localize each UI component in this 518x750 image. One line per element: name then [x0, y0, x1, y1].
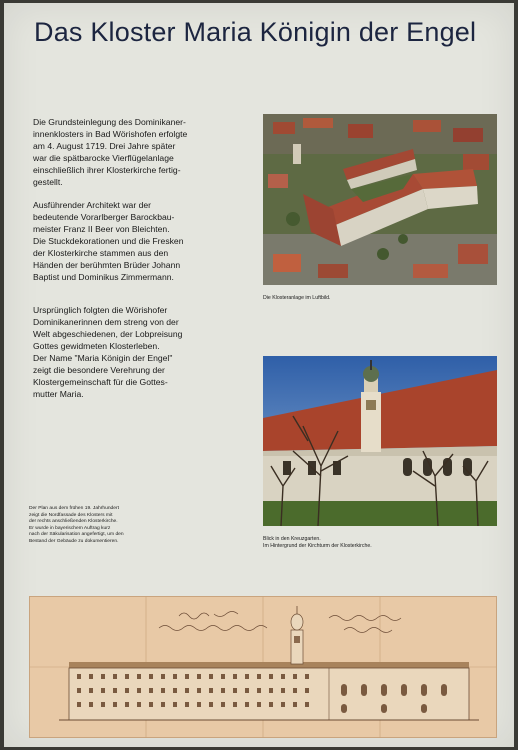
- aerial-photo: [263, 114, 497, 285]
- text-line: Baptist und Dominikus Zimmermann.: [33, 272, 174, 282]
- text-line: Die Grundsteinlegung des Dominikaner-: [33, 117, 186, 127]
- text-line: Die Stuckdekorationen und die Fresken: [33, 236, 184, 246]
- text-line: meister Franz II Beer von Bleichten.: [33, 224, 170, 234]
- courtyard-photo: [263, 356, 497, 526]
- caption-line: Er wurde in bayerischem Auftrag kurz: [29, 525, 111, 531]
- text-line: zeigt die besondere Verehrung der: [33, 365, 165, 375]
- page-title: Das Kloster Maria Königin der Engel: [34, 17, 477, 47]
- text-line: innenklosters in Bad Wörishofen erfolgte: [33, 129, 188, 139]
- text-line: der Klosterkirche stammen aus den: [33, 248, 169, 258]
- paragraph-architect: [33, 199, 238, 283]
- text-line: bedeutende Vorarlberger Barockbau-: [33, 212, 175, 222]
- text-line: einschließlich ihrer Klosterkirche fertig-: [33, 165, 181, 175]
- paragraph-history: [33, 304, 238, 400]
- caption-line: der rechts anschließenden Klosterkirche.: [29, 519, 118, 525]
- caption-line: Blick in den Kreuzgarten.: [263, 536, 321, 542]
- text-line: Dominikanerinnen dem streng von der: [33, 317, 179, 327]
- caption-line: Der Plan aus dem frühen 19. Jahrhundert: [29, 506, 119, 511]
- text-line: Händen der berühmten Brüder Johann: [33, 260, 181, 270]
- historic-plan-drawing: [29, 596, 497, 738]
- text-line: am 4. August 1719. Drei Jahre später: [33, 141, 176, 151]
- text-line: Welt abgeschiedenen, der Lobpreisung: [33, 329, 183, 339]
- caption-plan: [29, 506, 124, 546]
- caption-line: Im Hintergrund der Kirchturm der Klosterkirche.: [263, 543, 372, 549]
- text-line: Der Name "Maria Königin der Engel": [33, 353, 173, 363]
- text-line: gestellt.: [33, 177, 63, 187]
- text-line: Ursprünglich folgten die Wörishofer: [33, 305, 168, 315]
- caption-line: nach der Säkularisation angefertigt, um den: [29, 532, 124, 538]
- text-line: Klostergemeinschaft für die Gottes-: [33, 377, 168, 387]
- paragraph-founding: [33, 116, 238, 188]
- caption-line: zeigt die Nordfassade des Klosters mit: [29, 512, 113, 518]
- text-line: war die spätbarocke Vierflügelanlage: [33, 153, 174, 163]
- exhibit-panel: [4, 3, 514, 747]
- caption-line: Die Klosteranlage im Luftbild.: [263, 295, 331, 301]
- caption-line: Bestand der Gebäude zu dokumentieren.: [29, 538, 119, 544]
- caption-aerial: [263, 295, 330, 302]
- text-line: mutter Maria.: [33, 389, 84, 399]
- caption-courtyard: [263, 536, 372, 550]
- text-line: Gottes gewidmeten Klosterleben.: [33, 341, 160, 351]
- text-line: Ausführender Architekt war der: [33, 200, 151, 210]
